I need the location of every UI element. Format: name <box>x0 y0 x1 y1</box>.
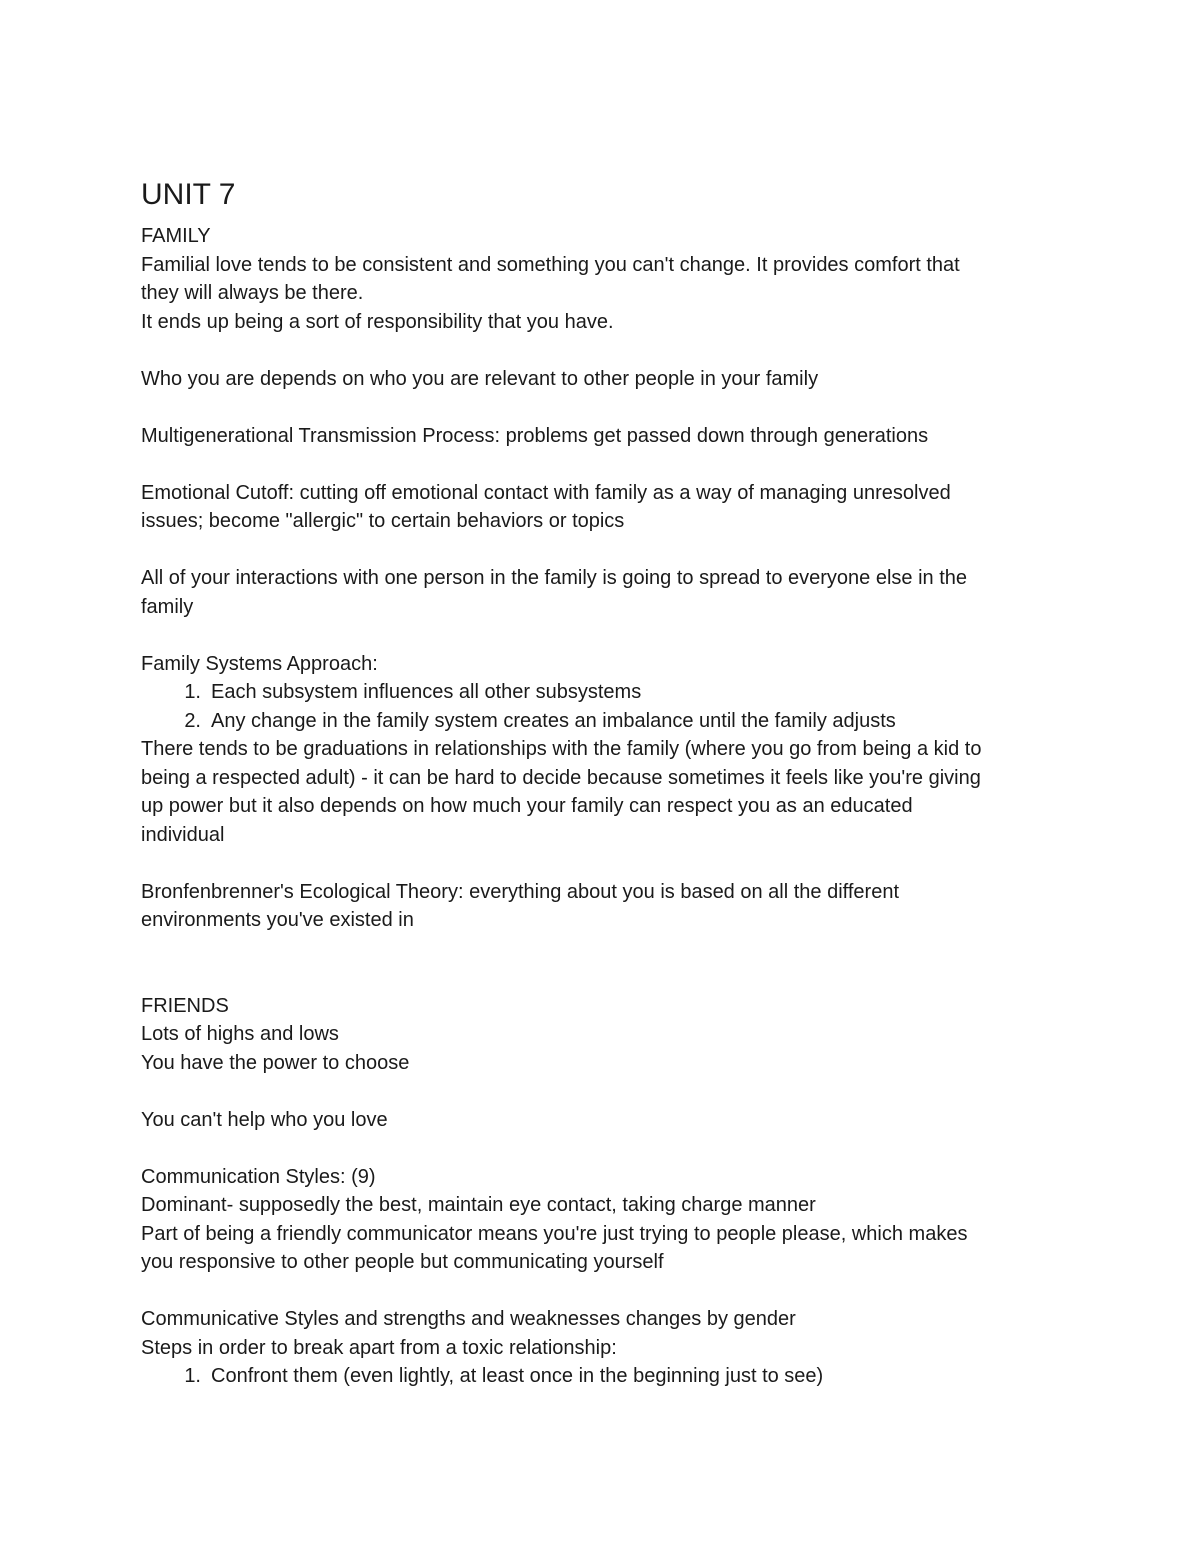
spacer <box>141 393 1061 422</box>
list-item-text: Confront them (even lightly, at least once in the beginning just to see) <box>211 1365 824 1387</box>
spacer <box>141 849 1061 878</box>
friends-section <box>141 992 1061 1391</box>
paragraph-line: issues; become "allergic" to certain behaviors or topics <box>141 510 625 532</box>
paragraph-line: up power but it also depends on how much your family can respect you as an educated <box>141 795 913 817</box>
family-section <box>141 222 1061 935</box>
page-title: UNIT 7 <box>141 178 236 211</box>
spacer <box>141 1277 1061 1306</box>
spacer <box>141 935 1061 992</box>
list-item <box>141 707 1061 736</box>
document-page <box>141 176 1061 1391</box>
paragraph-line: they will always be there. <box>141 282 364 304</box>
paragraph-line: being a respected adult) - it can be hard to decide because sometimes it feels like you're giving <box>141 766 981 789</box>
spacer <box>141 450 1061 479</box>
list-heading: Family Systems Approach: <box>141 652 378 675</box>
paragraph-line: There tends to be graduations in relationships with the family (where you go from being a kid to <box>141 738 982 760</box>
paragraph-line: You have the power to choose <box>141 1051 410 1074</box>
paragraph-line: You can't help who you love <box>141 1108 388 1131</box>
paragraph-line: It ends up being a sort of responsibility that you have. <box>141 310 614 333</box>
list-item <box>141 1362 1061 1391</box>
list-item-text: Any change in the family system creates an imbalance until the family adjusts <box>211 709 896 732</box>
spacer <box>141 1077 1061 1106</box>
section-heading-friends: FRIENDS <box>141 994 229 1017</box>
list-item <box>141 678 1061 707</box>
paragraph-line: Multigenerational Transmission Process: problems get passed down through generations <box>141 424 929 447</box>
paragraph-line: Part of being a friendly communicator means you're just trying to people please, which makes <box>141 1222 968 1245</box>
paragraph-line: Familial love tends to be consistent and something you can't change. It provides comfort that <box>141 253 960 276</box>
paragraph-line: individual <box>141 823 225 846</box>
list-number: 1. <box>184 681 201 703</box>
spacer <box>141 621 1061 650</box>
spacer <box>141 336 1061 365</box>
list-number: 1. <box>184 1365 201 1387</box>
paragraph-line: Communication Styles: (9) <box>141 1165 376 1188</box>
spacer <box>141 536 1061 565</box>
section-heading-family: FAMILY <box>141 225 211 247</box>
paragraph-line: Who you are depends on who you are relevant to other people in your family <box>141 367 819 390</box>
paragraph-line: Bronfenbrenner's Ecological Theory: everything about you is based on all the different <box>141 880 899 903</box>
paragraph-line: Communicative Styles and strengths and weaknesses changes by gender <box>141 1308 796 1330</box>
paragraph-line: Lots of highs and lows <box>141 1023 339 1045</box>
paragraph-line: All of your interactions with one person in the family is going to spread to everyone else in the <box>141 567 968 589</box>
paragraph-line: you responsive to other people but communicating yourself <box>141 1251 664 1273</box>
paragraph-line: Dominant- supposedly the best, maintain eye contact, taking charge manner <box>141 1194 816 1216</box>
spacer <box>141 1134 1061 1163</box>
list-item-text: Each subsystem influences all other subsystems <box>211 681 642 703</box>
paragraph-line: environments you've existed in <box>141 909 414 931</box>
paragraph-line: family <box>141 595 194 618</box>
paragraph-line: Emotional Cutoff: cutting off emotional contact with family as a way of managing unresolved <box>141 481 951 504</box>
list-number: 2. <box>184 709 201 732</box>
paragraph-line: Steps in order to break apart from a toxic relationship: <box>141 1336 617 1359</box>
